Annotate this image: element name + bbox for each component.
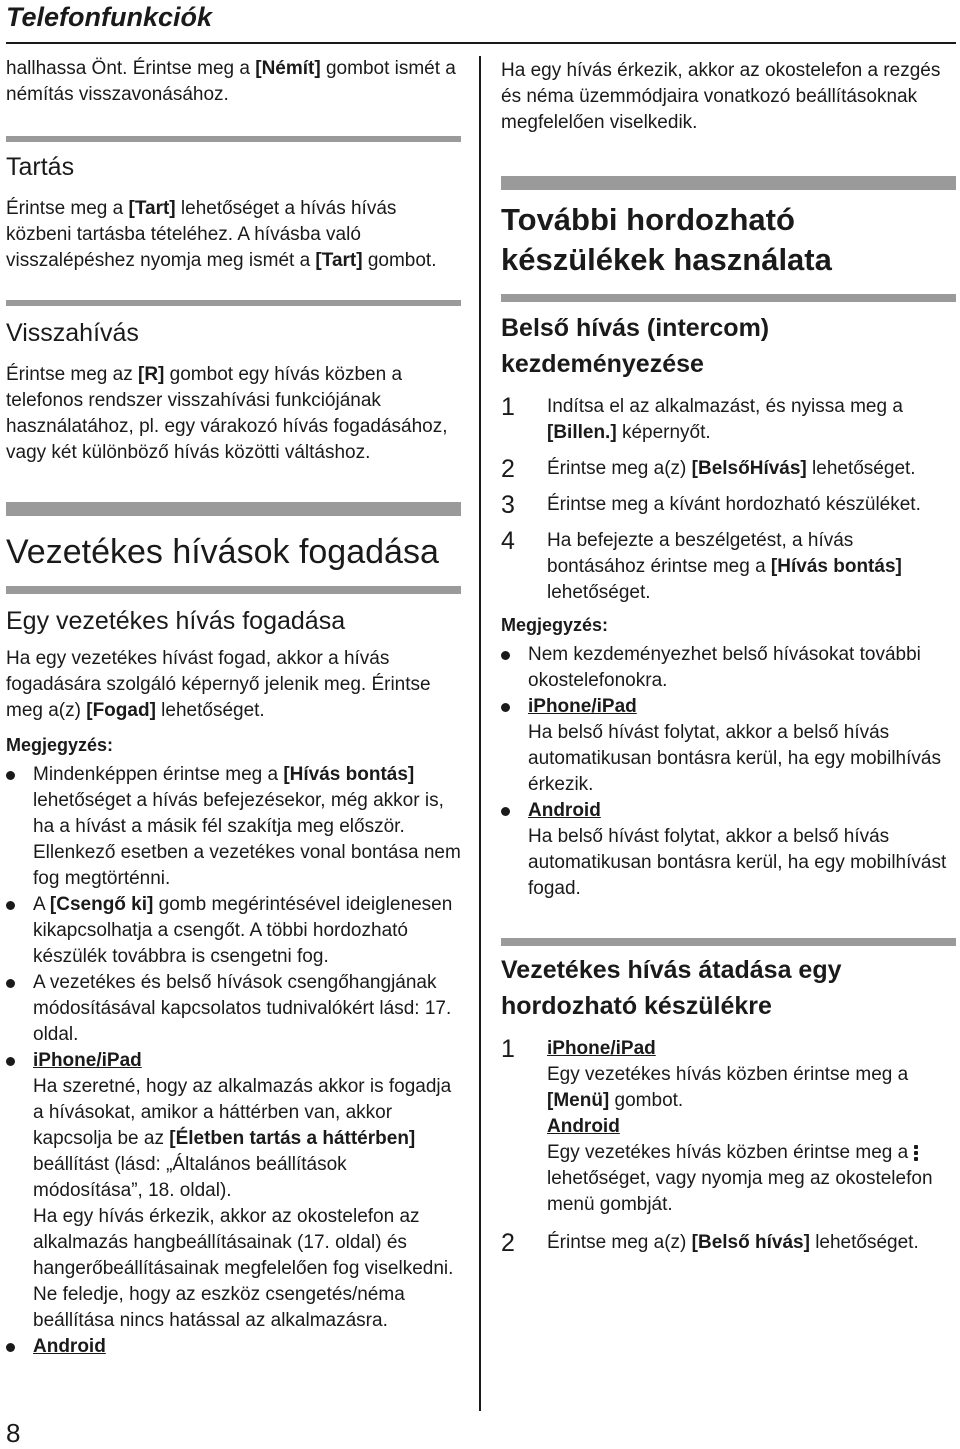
list-item: A vezetékes és belső hívások csengőhangjának módosításával kapcsolatos tudnivalókért lásd: 17. oldal. (6, 970, 461, 1048)
platform-label-ios: iPhone/iPad (33, 1050, 142, 1071)
bullet-icon (501, 703, 510, 712)
left-column (6, 56, 461, 1360)
list-item (6, 1334, 461, 1360)
page-number: 8 (6, 1418, 21, 1448)
answer-paragraph: Ha egy vezetékes hívást fogad, akkor a hívás fogadására szolgáló képernyő jelenik meg. Érintse meg a(z) [Fogad] lehetőséget. (6, 648, 431, 721)
section-rule (501, 938, 956, 946)
step-item: 1 Indítsa el az alkalmazást, és nyissa meg a [Billen.] képernyőt. (501, 393, 903, 443)
list-item: Mindenképpen érintse meg a [Hívás bontás] lehetőséget a hívás befejezésekor, még akkor is, ha a hívást a másik fél szakítja meg először. Ellenkező esetben a vezetékes vonal bontása nem fog megtörténni. (6, 762, 461, 892)
intercom-note-list (501, 642, 956, 902)
chapter-heading-landline: Vezetékes hívások fogadása (6, 533, 439, 571)
note-label: Megjegyzés: (501, 615, 609, 635)
more-options-icon (914, 1143, 918, 1163)
bullet-icon (501, 651, 510, 660)
section-rule (501, 294, 956, 302)
step-item: 3 Érintse meg a kívánt hordozható készüléket. (501, 491, 921, 519)
platform-label-ios: iPhone/iPad (528, 696, 637, 717)
section-rule (6, 300, 461, 306)
page-header (6, 0, 956, 44)
section-rule (6, 586, 461, 594)
list-item: iPhone/iPad Ha belső hívást folytat, akkor a belső hívás automatikusan bontásra kerül, ha egy mobilhívás érkezik. (501, 694, 956, 798)
step-item: 2 Érintse meg a(z) [BelsőHívás] lehetőséget. (501, 455, 916, 483)
bullet-icon (6, 771, 15, 780)
list-item: A [Csengő ki] gomb megérintésével ideiglenesen kikapcsolhatja a csengőt. A többi hordozható készülék továbbra is csengetni fog. (6, 892, 461, 970)
mute-button-ref: [Némít] (255, 58, 321, 79)
platform-label-ios: iPhone/iPad (547, 1038, 656, 1059)
hold-paragraph: Érintse meg a [Tart] lehetőséget a hívás hívás közbeni tartásba tételéhez. A hívásba való visszalépéshez nyomja meg ismét a [Tart] gombot. (6, 198, 437, 271)
right-column (501, 56, 956, 1256)
chapter-heading-handsets: További hordozható készülékek használata (501, 202, 832, 277)
step-item: 2 Érintse meg a(z) [Belső hívás] lehetőséget. (501, 1229, 919, 1257)
step-item: 1 iPhone/iPad Egy vezetékes hívás közben érintse meg a [Menü] gombot. Android Egy vezetékes hívás közben érintse meg a lehetőséget, vagy nyomja meg az okostelefon menü gombját. (501, 1035, 933, 1215)
bullet-icon (501, 807, 510, 816)
bullet-icon (6, 1057, 15, 1066)
section-rule (6, 136, 461, 142)
note-label: Megjegyzés: (6, 735, 114, 755)
section-heading-transfer: Vezetékes hívás átadása egy hordozható készülékre (501, 956, 842, 1020)
right-intro-paragraph: Ha egy hívás érkezik, akkor az okostelefon a rezgés és néma üzemmódjaira vonatkozó beállításoknak megfelelően viselkedik. (501, 60, 941, 133)
transfer-steps (501, 1036, 956, 1256)
step-item: 4 Ha befejezte a beszélgetést, a hívás bontásához érintse meg a [Hívás bontás] lehetőséget. (501, 527, 902, 603)
platform-label-android: Android (528, 800, 601, 821)
header-title: Telefonfunkciók (6, 2, 213, 32)
section-heading-intercom: Belső hívás (intercom) kezdeményezése (501, 314, 770, 378)
column-divider (479, 56, 481, 1411)
section-heading-answer: Egy vezetékes hívás fogadása (6, 607, 346, 635)
list-item: Nem kezdeményezhet belső hívásokat további okostelefonokra. (501, 642, 956, 694)
chapter-rule (501, 176, 956, 190)
intro-paragraph: hallhassa Önt. Érintse meg a [Némít] gombot ismét a némítás visszavonásához. (6, 58, 456, 105)
platform-label-android: Android (547, 1116, 620, 1137)
section-heading-recall: Visszahívás (6, 319, 139, 347)
platform-label-android: Android (33, 1336, 106, 1357)
bullet-icon (6, 1343, 15, 1352)
recall-paragraph: Érintse meg az [R] gombot egy hívás közben a telefonos rendszer visszahívási funkciójának használatához, pl. egy várakozó hívás fogadásához, vagy két különböző hívás közötti váltáshoz. (6, 364, 448, 463)
header-rule (6, 42, 956, 44)
chapter-rule (6, 502, 461, 516)
bullet-icon (6, 901, 15, 910)
list-item: iPhone/iPad Ha szeretné, hogy az alkalmazás akkor is fogadja a hívásokat, amikor a háttérben van, akkor kapcsolja be az [Életben tartás a háttérben] beállítást (lásd: „Általános beállítások módosítása”, 18. oldal). Ha egy hívás érkezik, akkor az okostelefon az alkalmazás hangbeállításainak (17. oldal) és hangerőbeállításainak megfelelően fog viselkedni. Ne feledje, hogy az eszköz csengetés/néma beállítása nincs hatással az alkalmazásra. (6, 1048, 461, 1334)
intercom-steps (501, 394, 956, 606)
section-heading-hold: Tartás (6, 153, 75, 181)
bullet-icon (6, 979, 15, 988)
list-item: Android Ha belső hívást folytat, akkor a belső hívás automatikusan bontásra kerül, ha egy mobilhívást fogad. (501, 798, 956, 902)
note-list (6, 762, 461, 1360)
